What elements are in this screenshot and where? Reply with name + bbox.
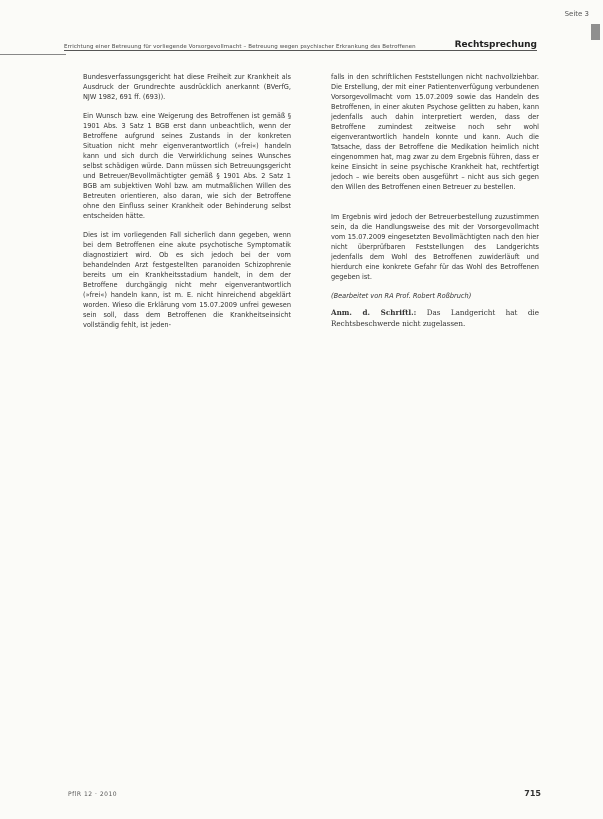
footer-page-number: 715 bbox=[524, 789, 541, 798]
left-column bbox=[83, 72, 291, 339]
right-paragraph-1: falls in den schriftlichen Feststellungen nicht nachvollziehbar. Die Erstellung, der mit einer Patientenverfügung verbundenen Vorsorgevollmacht vom 15.07.2009 sowie das Handeln des Betroffenen, in einer akuten Psychose gelitten zu haben, kann jedenfalls auch dahin interpretiert werden, dass der Betroffene zumindest zeitweise noch sehr wohl eigenverantwortlich handeln konnte und kann. Auch die Tatsache, dass der Betroffene die Medikation heimlich nicht eingenommen hat, mag zwar zu dem Ergebnis führen, dass er keine Einsicht in seine psychische Krankheit hat, rechtfertigt jedoch – wie bereits oben ausgeführt – nicht aus sich gegen den Willen des Betroffenen einen Betreuer zu bestellen. bbox=[331, 73, 539, 191]
left-paragraph-3: Dies ist im vorliegenden Fall sicherlich dann gegeben, wenn bei dem Betroffenen eine akute psychotische Symptomatik diagnostiziert wird. Ob es sich jedoch bei der vom behandelnden Arzt festgestellten paranoiden Schizophrenie bereits um ein Krankheitsstadium handelt, in dem der Betroffene durchgängig nicht mehr eigenverantwortlich (»frei«) handeln kann, ist m. E. nicht hinreichend abgeklärt worden. Wieso die Erklärung vom 15.07.2009 unfrei gewesen sein soll, dass dem Betroffenen die Krankheitseinsicht vollständig fehlt, ist jeden- bbox=[83, 231, 291, 329]
page-label: Seite 3 bbox=[564, 10, 589, 18]
author-credit: (Bearbeitet von RA Prof. Robert Roßbruch) bbox=[331, 292, 472, 300]
left-paragraph-2: Ein Wunsch bzw. eine Weigerung des Betroffenen ist gemäß § 1901 Abs. 3 Satz 1 BGB erst dann unbeachtlich, wenn der Betroffene aufgrund seines Zustands in der konkreten Situation nicht mehr eigenverantwortlich (»frei«) handeln kann und sich durch die Verwirklichung seines Wunsches selbst schädigen würde. Dann müssen sich Betreuungsgericht und Betreuer/Bevollmächtigter gemäß § 1901 Abs. 2 Satz 1 BGB am subjektiven Wohl bzw. am mutmaßlichen Willen des Betreuten orientieren, also daran, wie sich der Betroffene ohne den Einfluss seiner Krankheit oder Behinderung selbst entscheiden hätte. bbox=[83, 112, 291, 220]
editor-note bbox=[331, 307, 539, 329]
right-column bbox=[331, 72, 539, 338]
header-section: Rechtsprechung bbox=[454, 40, 537, 50]
running-header bbox=[64, 36, 537, 51]
footer-journal: PflR 12 · 2010 bbox=[68, 791, 118, 798]
right-paragraph-2: Im Ergebnis wird jedoch der Betreuerbestellung zuzustimmen sein, da die Handlungsweise des mit der Vorsorgevollmacht vom 15.07.2009 eingesetzten Bevollmächtigten nach den hier nicht überprüfbaren Feststellungen des Landgerichts jedenfalls dem Wohl des Betroffenen zuwiderläuft und hierdurch eine konkrete Gefahr für das Wohl des Betroffenen gegeben ist. bbox=[331, 213, 539, 281]
header-subtitle: Errichtung einer Betreuung für vorliegende Vorsorgevollmacht – Betreuung wegen psychischer Erkrankung des Betroffenen bbox=[64, 44, 416, 50]
section-marker bbox=[591, 24, 600, 40]
editor-note-text: Das Landgericht hat die Rechtsbeschwerde nicht zugelassen. bbox=[331, 308, 539, 328]
left-paragraph-1: Bundesverfassungsgericht hat diese Freiheit zur Krankheit als Ausdruck der Grundrechte ausdrücklich anerkannt (BVerfG, NJW 1982, 691 ff. (693)). bbox=[83, 73, 291, 101]
left-rule bbox=[0, 54, 66, 55]
editor-note-label: Anm. d. Schriftl.: bbox=[331, 308, 417, 317]
